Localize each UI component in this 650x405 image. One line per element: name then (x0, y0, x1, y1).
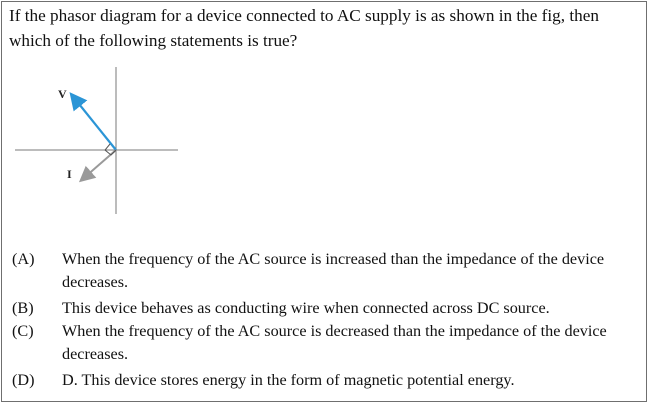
option-text: When the frequency of the AC source is decreased than the impedance of the device decreases. (62, 322, 607, 363)
option-label: (D) (12, 371, 35, 389)
option-label: (B) (12, 299, 34, 317)
option-b[interactable] (12, 297, 640, 320)
voltage-phasor-arrow (75, 99, 116, 150)
current-label: I (67, 167, 72, 181)
option-a[interactable] (12, 248, 640, 294)
option-text: When the frequency of the AC source is increased than the impedance of the device decreases. (62, 250, 605, 291)
option-c[interactable] (12, 320, 640, 366)
option-d[interactable] (12, 369, 640, 392)
option-label: (A) (12, 250, 35, 268)
voltage-label: V (58, 87, 67, 101)
option-label: (C) (12, 322, 34, 340)
question-text: If the phasor diagram for a device connected to AC supply is as shown in the fig, then which of the following statements is true? (9, 6, 599, 50)
option-text: This device behaves as conducting wire when connected across DC source. (62, 299, 550, 317)
phasor-diagram (15, 64, 185, 216)
option-text: D. This device stores energy in the form of magnetic potential energy. (62, 371, 515, 389)
